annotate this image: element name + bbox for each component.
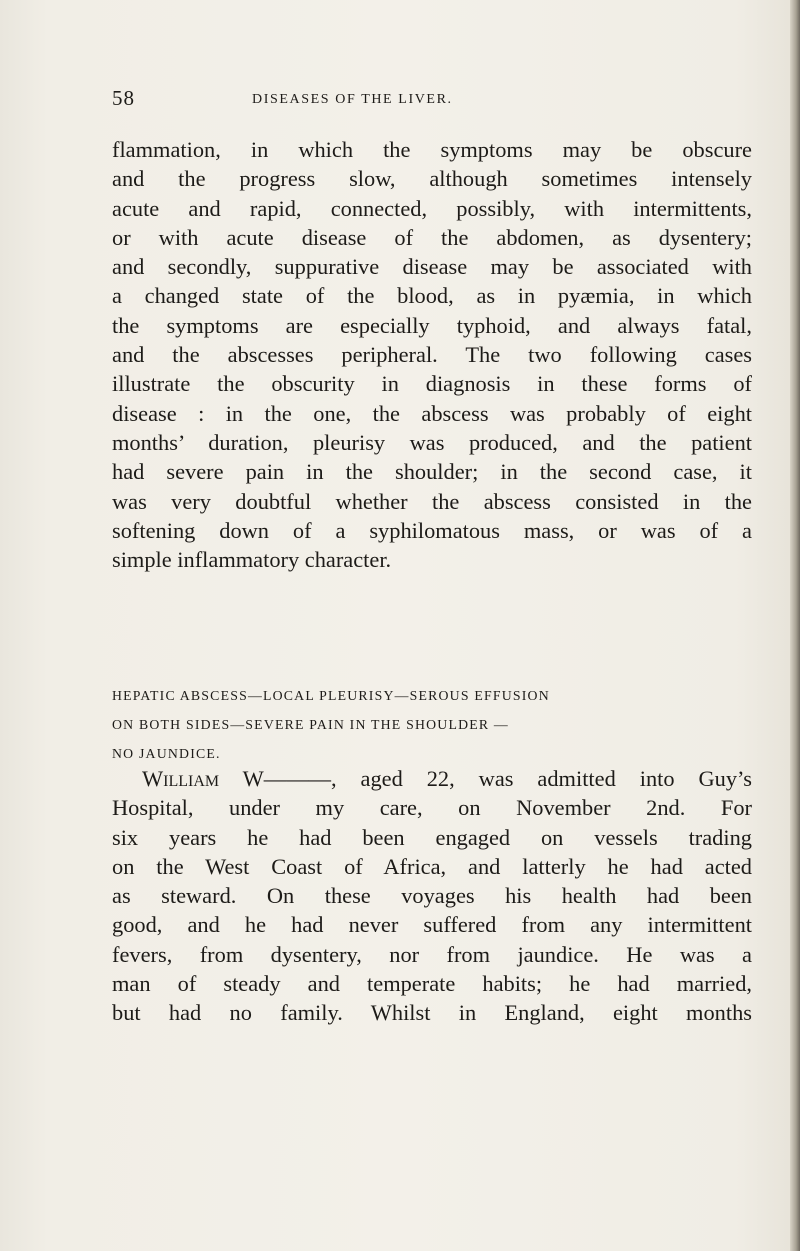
text-line: and the progress slow, although sometimes intensely [112,166,752,192]
text-line: softening down of a syphilomatous mass, or was of a [112,517,752,543]
text-line: but had no family. Whilst in England, eight months [112,1000,752,1026]
text-line: and the abscesses peripheral. The two following cases [112,342,752,368]
page-edge-shadow [790,0,800,1251]
heading-line: NO JAUNDICE. [112,746,221,761]
text-line: a changed state of the blood, as in pyæmia, in which [112,283,752,309]
page-number: 58 [112,86,135,110]
patient-name: William W [142,766,264,791]
text-line-first [112,764,752,793]
text-line: months’ duration, pleurisy was produced, and the patient [112,429,752,455]
text-line: simple inflammatory character. [112,547,392,573]
heading-line: HEPATIC ABSCESS—LOCAL PLEURISY—SEROUS EFFUSION [112,688,550,703]
text-line: on the West Coast of Africa, and latterly he had acted [112,853,752,879]
text-line: as steward. On these voyages his health had been [112,883,752,909]
text-line: and secondly, suppurative disease may be associated with [112,254,752,280]
text-line: six years he had been engaged on vessels trading [112,824,752,850]
text-line: or with acute disease of the abdomen, as dysentery; [112,224,752,250]
text-line: the symptoms are especially typhoid, and always fatal, [112,312,752,338]
page-header [112,86,732,116]
text-line: Hospital, under my care, on November 2nd. For [112,795,752,821]
text-line: flammation, in which the symptoms may be obscure [112,137,752,162]
text-line: fevers, from dysentery, nor from jaundice. He was a [112,941,752,967]
heading-line: ON BOTH SIDES—SEVERE PAIN IN THE SHOULDER — [112,717,509,732]
text-line: disease : in the one, the abscess was probably of eight [112,400,752,426]
text-line: good, and he had never suffered from any intermittent [112,912,752,938]
paragraph-inflammation-forms [112,135,752,574]
first-line-rest: ———, aged 22, was admitted into Guy’s [263,766,752,791]
text-line: had severe pain in the shoulder; in the second case, it [112,459,752,485]
text-line: acute and rapid, connected, possibly, with intermittents, [112,195,752,221]
running-head: DISEASES OF THE LIVER. [252,92,453,107]
text-line: man of steady and temperate habits; he had married, [112,971,752,997]
paragraph-case-history [112,764,752,1028]
text-line: was very doubtful whether the abscess consisted in the [112,488,752,514]
case-heading [112,681,752,768]
text-line: illustrate the obscurity in diagnosis in these forms of [112,371,752,397]
